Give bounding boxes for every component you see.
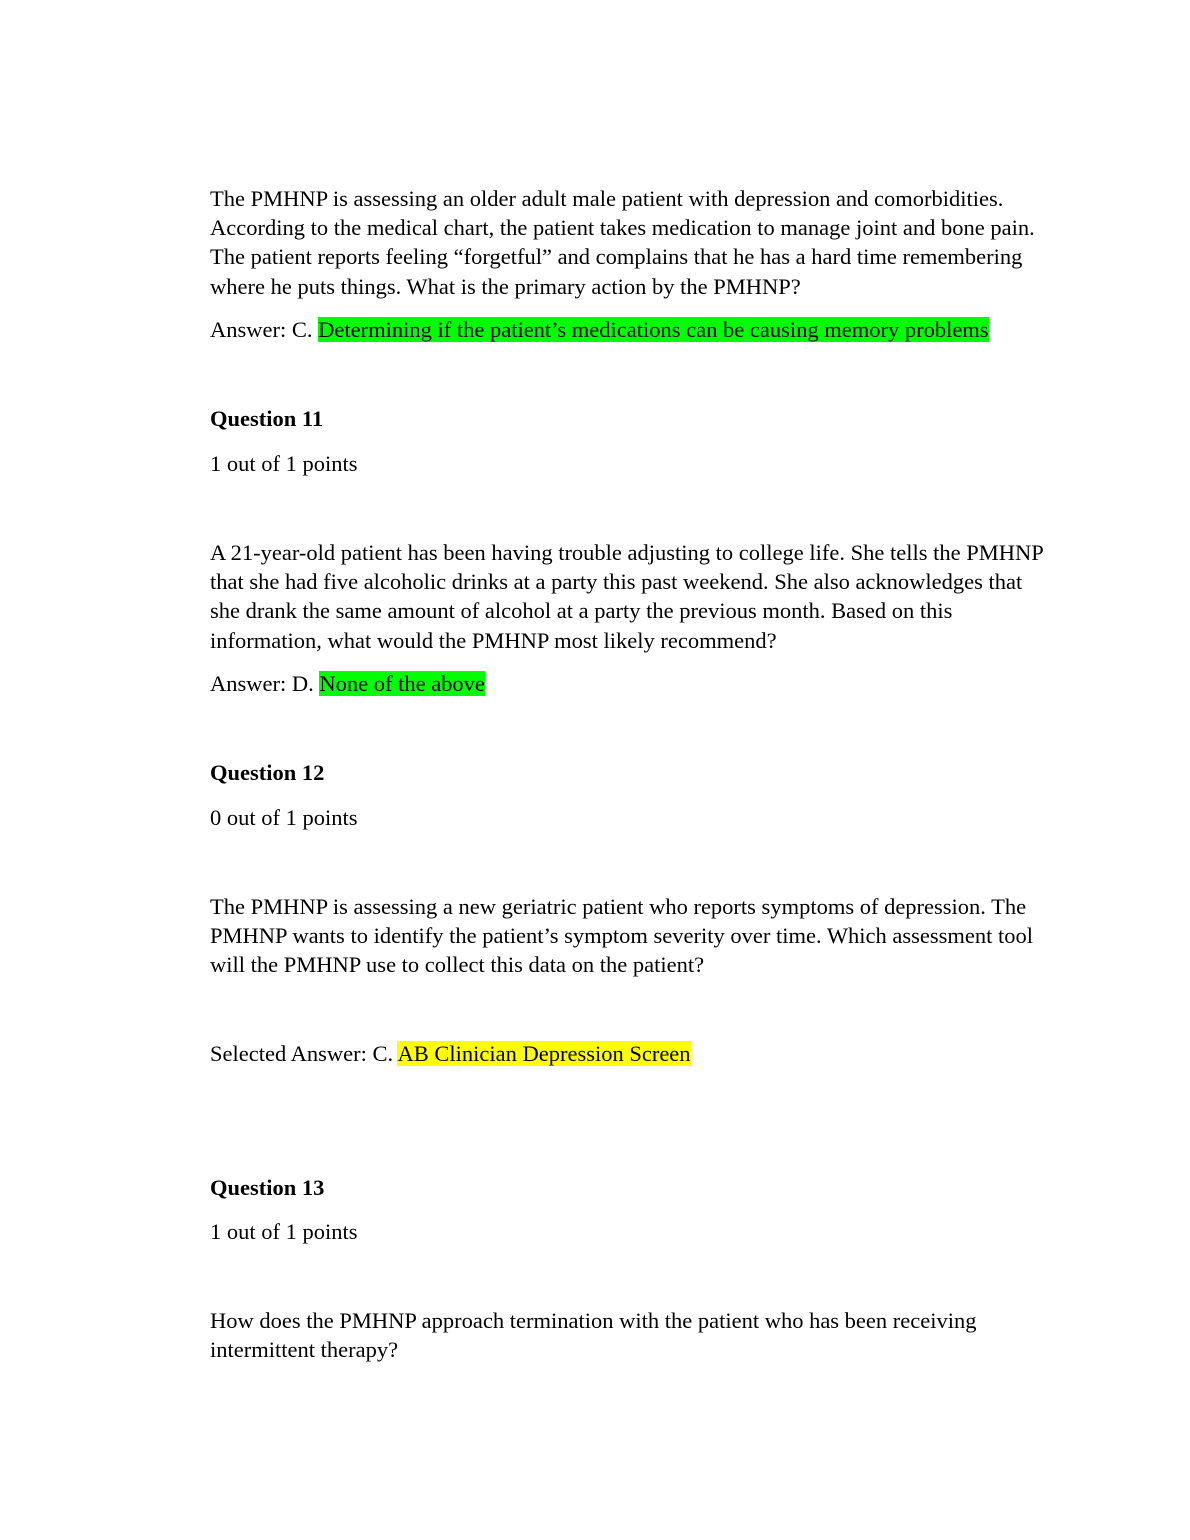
question-12-score: 0 out of 1 points [210, 805, 358, 830]
answer-prefix: Answer: D. [210, 671, 314, 696]
correct-answer-highlight: None of the above [319, 671, 485, 696]
answer-prefix: Answer: C. [210, 317, 313, 342]
question-11-score: 1 out of 1 points [210, 451, 358, 476]
question-13-heading: Question 13 [210, 1175, 325, 1200]
correct-answer-highlight: Determining if the patient’s medications can be causing memory problems [318, 317, 989, 342]
question-12-answer [210, 1039, 1050, 1068]
question-12-heading: Question 12 [210, 760, 325, 785]
question-13-score: 1 out of 1 points [210, 1219, 358, 1244]
question-13-text: How does the PMHNP approach termination with the patient who has been receiving intermittent therapy? [210, 1308, 977, 1363]
question-10-answer [210, 315, 1050, 344]
answer-prefix: Selected Answer: C. [210, 1041, 394, 1066]
question-11-heading: Question 11 [210, 406, 324, 431]
question-11-text: A 21-year-old patient has been having trouble adjusting to college life. She tells the PMHNP that she had five alcoholic drinks at a party this past weekend. She also acknowledges that she drank the same amount of alcohol at a party the previous month. Based on this information, what would the PMHNP most likely recommend? [210, 540, 1043, 653]
question-12-text: The PMHNP is assessing a new geriatric patient who reports symptoms of depression. The PMHNP wants to identify the patient’s symptom severity over time. Which assessment tool will the PMHNP use to collect this data on the patient? [210, 894, 1034, 978]
question-10-text: The PMHNP is assessing an older adult male patient with depression and comorbidities. According to the medical chart, the patient takes medication to manage joint and bone pain. The patient reports feeling “forgetful” and complains that he has a hard time remembering where he puts things. What is the primary action by the PMHNP? [210, 186, 1035, 299]
question-11-answer [210, 669, 1050, 698]
selected-answer-highlight: AB Clinician Depression Screen [397, 1041, 691, 1066]
